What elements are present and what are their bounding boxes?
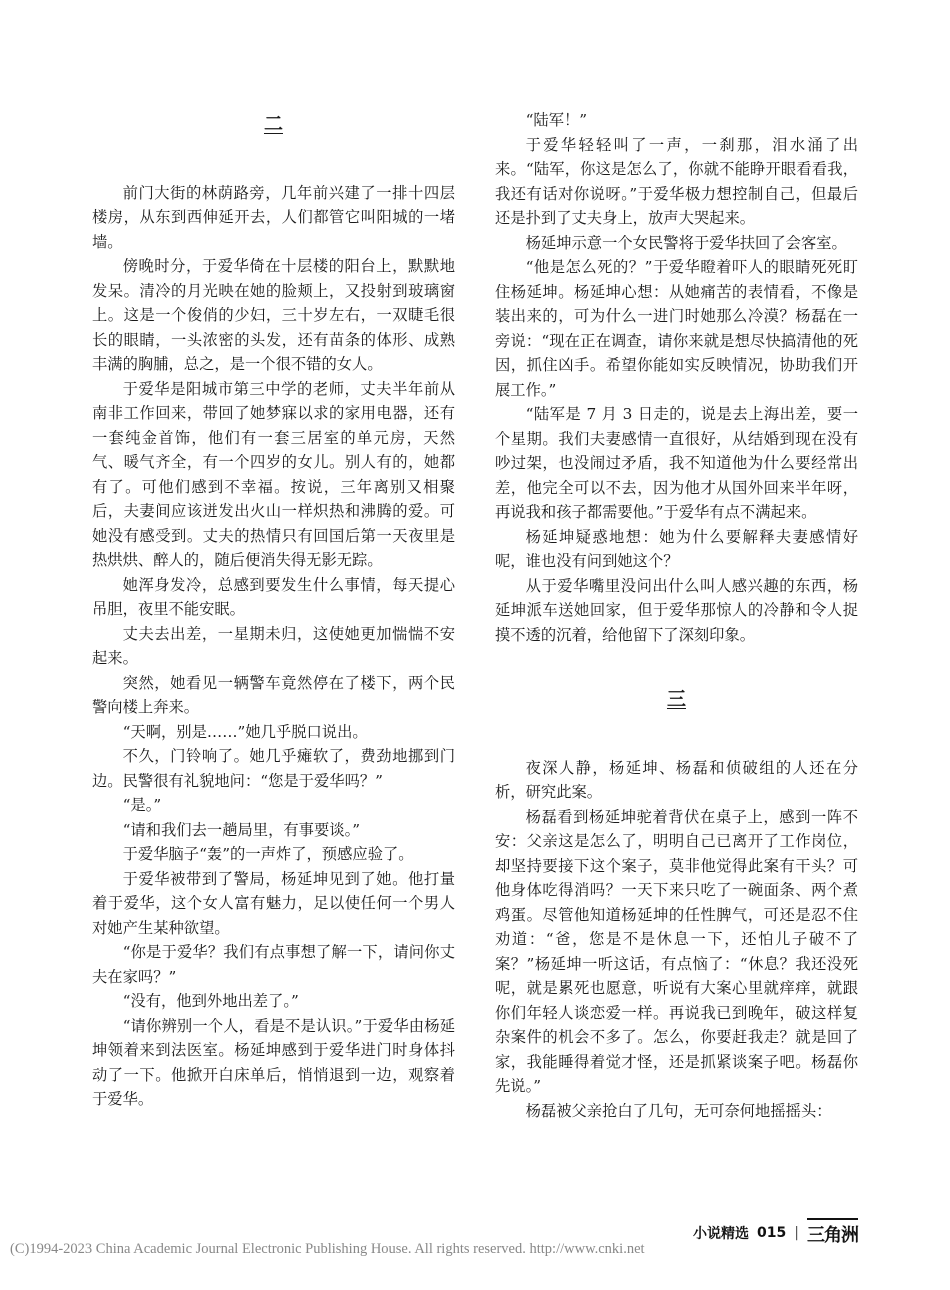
paragraph: 于爱华被带到了警局，杨延坤见到了她。他打量着于爱华，这个女人富有魅力，足以使任何一个男人对她产生某种欲望。 (92, 869, 455, 937)
paragraph: “没有，他到外地出差了。” (122, 992, 299, 1010)
paragraph: 傍晚时分，于爱华倚在十层楼的阳台上，默默地发呆。清冷的月光映在她的脸颊上，又投射到玻璃窗上。这是一个俊俏的少妇，三十岁左右，一双睫毛很长的眼睛，一头浓密的头发，还有苗条的体形、成熟丰满的胸脯，总之，是一个很不错的女人。 (92, 257, 455, 373)
left-column (92, 108, 455, 1112)
paragraph: 于爱华脑子“轰”的一声炸了，预感应验了。 (122, 845, 414, 863)
paragraph: 不久，门铃响了。她几乎瘫软了，费劲地挪到门边。民警很有礼貌地问：“您是于爱华吗？” (92, 747, 455, 790)
page-footer (693, 1218, 858, 1247)
paragraph: 夜深人静，杨延坤、杨磊和侦破组的人还在分析，研究此案。 (495, 758, 858, 801)
paragraph: 前门大街的林荫路旁，几年前兴建了一排十四层楼房，从东到西伸延开去，人们都管它叫阳城的一堵墙。 (92, 183, 455, 251)
paragraph: 杨延坤疑惑地想：她为什么要解释夫妻感情好呢，谁也没有问到她这个？ (495, 527, 858, 570)
section-heading-three: 三 (666, 688, 686, 710)
page-number: 015 (757, 1224, 787, 1241)
paragraph: “陆军是 7 月 3 日走的，说是去上海出差，要一个星期。我们夫妻感情一直很好，从结婚到现在没有吵过架，也没闹过矛盾，我不知道他为什么要经常出差，他完全可以不去，因为他才从国外回来半年呀，再说我和孩子都需要他。”于爱华有点不满起来。 (495, 405, 858, 521)
section-heading-two: 二 (263, 113, 283, 135)
left-paragraphs (92, 181, 455, 1112)
paragraph: 突然，她看见一辆警车竟然停在了楼下，两个民警向楼上奔来。 (92, 673, 455, 716)
magazine-logo: 三角洲 (807, 1218, 858, 1247)
paragraph: 从于爱华嘴里没问出什么叫人感兴趣的东西，杨延坤派车送她回家，但于爱华那惊人的冷静和令人捉摸不透的沉着，给他留下了深刻印象。 (495, 576, 858, 644)
paragraph: “天啊，别是……”她几乎脱口说出。 (122, 722, 368, 741)
paragraph: 杨磊看到杨延坤驼着背伏在桌子上，感到一阵不安：父亲这是怎么了，明明自己已离开了工作岗位，却坚持要接下这个案子，莫非他觉得此案有干头？可他身体吃得消吗？一天下来只吃了一碗面条、两个煮鸡蛋。尽管他知道杨延坤的任性脾气，可还是忍不住劝道：“爸，您是不是休息一下，还怕儿子破不了案？”杨延坤一听这话，有点恼了：“休息？我还没死呢，就是累死也愿意，听说有大案心里就痒痒，就跟你们年轻人谈恋爱一样。再说我已到晚年，破这样复杂案件的机会不多了。怎么，你要赶我走？就是回了家，我能睡得着觉才怪，还是抓紧谈案子吧。杨磊你先说。” (495, 807, 858, 1095)
footer-separator: | (794, 1224, 799, 1241)
paragraph: 于爱华轻轻叫了一声，一刹那，泪水涌了出来。“陆军，你这是怎么了，你就不能睁开眼看看我，我还有话对你说呀。”于爱华极力想控制自己，但最后还是扑到了丈夫身上，放声大哭起来。 (495, 135, 858, 227)
right-paragraphs-top (495, 108, 858, 647)
paragraph: “请你辨别一个人，看是不是认识。”于爱华由杨延坤领着来到法医室。杨延坤感到于爱华进门时身体抖动了一下。他掀开白床单后，悄悄退到一边，观察着于爱华。 (92, 1016, 455, 1108)
right-column (495, 108, 858, 1123)
right-paragraphs-bottom (495, 756, 858, 1124)
paragraph: 丈夫去出差，一星期未归，这使她更加惴惴不安起来。 (92, 624, 455, 667)
paragraph: “请和我们去一趟局里，有事要谈。” (122, 820, 361, 839)
paragraph: “陆军！” (525, 111, 588, 129)
magazine-name: 小说精选 (693, 1225, 750, 1242)
paragraph: 于爱华是阳城市第三中学的老师，丈夫半年前从南非工作回来，带回了她梦寐以求的家用电器，还有一套纯金首饰，他们有一套三居室的单元房，天然气、暖气齐全，有一个四岁的女儿。别人有的，她都有了。可他们感到不幸福。按说，三年离别又相聚后，夫妻间应该迸发出火山一样炽热和沸腾的爱。可她没有感受到。丈夫的热情只有回国后第一天夜里是热烘烘、醉人的，随后便消失得无影无踪。 (92, 379, 455, 569)
paragraph: 她浑身发冷，总感到要发生什么事情，每天提心吊胆，夜里不能安眠。 (92, 575, 455, 618)
paragraph: “是。” (122, 796, 162, 814)
paragraph: “你是于爱华？我们有点事想了解一下，请问你丈夫在家吗？” (92, 943, 455, 986)
paragraph: 杨延坤示意一个女民警将于爱华扶回了会客室。 (525, 233, 847, 252)
copyright-notice: (C)1994-2023 China Academic Journal Electronic Publishing House. All rights reserved. http://www.cnki.net (10, 1241, 645, 1257)
paragraph: “他是怎么死的？”于爱华瞪着吓人的眼睛死死盯住杨延坤。杨延坤心想：从她痛苦的表情看，不像是装出来的，可为什么一进门时她那么冷漠？杨磊在一旁说：“现在正在调查，请你来就是想尽快搞清他的死因，抓住凶手。希望你能如实反映情况，协助我们开展工作。” (495, 258, 858, 399)
paragraph: 杨磊被父亲抢白了几句，无可奈何地摇摇头： (525, 1101, 832, 1120)
